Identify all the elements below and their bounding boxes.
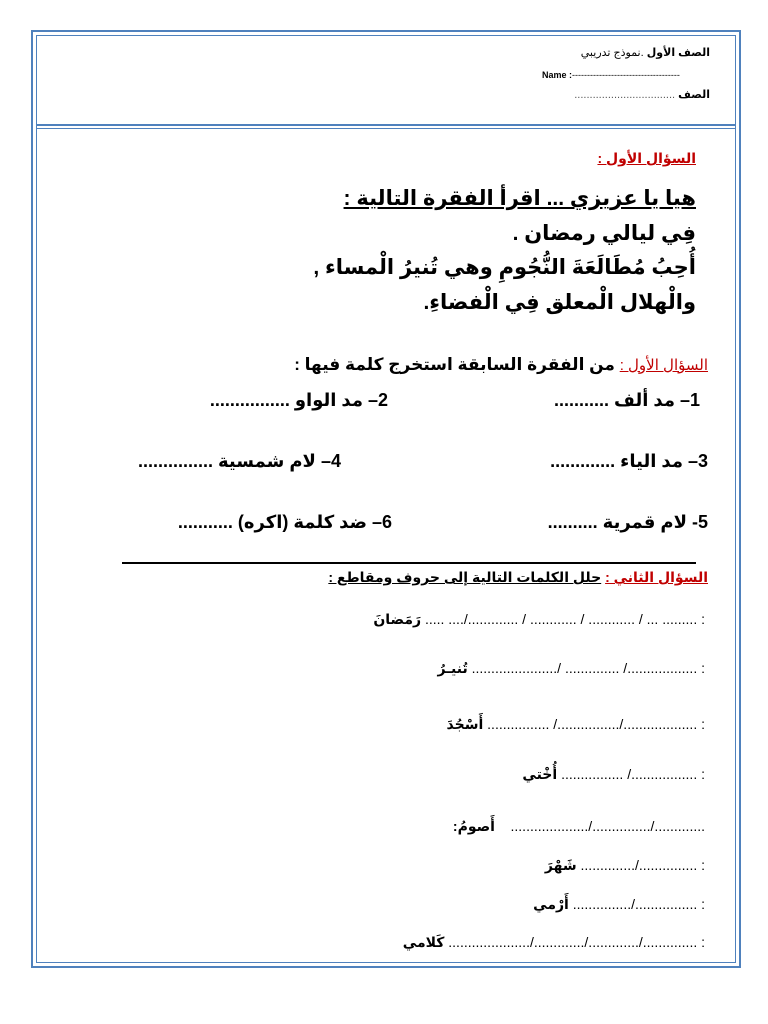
word-row-7[interactable] [533, 896, 705, 913]
word-row-6-blanks[interactable]: : .............../.............. [580, 857, 705, 873]
class-field[interactable] [574, 88, 710, 101]
word-row-3-word: أَسْجُدَ [446, 716, 484, 732]
exercise-item-3[interactable]: 3– مد الياء ............. [550, 451, 708, 471]
grade-text: الصف الأول [646, 47, 710, 59]
word-row-4[interactable] [522, 766, 705, 783]
section3-heading [328, 569, 708, 586]
section-divider [122, 562, 696, 564]
word-row-1-blanks[interactable]: : ......... ... / ............ / ............ / ............./.... ..... [424, 611, 705, 627]
word-row-2-word: تُنيـرُ [437, 660, 468, 676]
model-text: .نموذج تدريبي [580, 47, 644, 59]
header-divider [36, 124, 736, 126]
word-row-6-word: شَهْرَ [544, 857, 577, 873]
word-row-2-blanks[interactable]: : ................../ .............. /...................... [471, 660, 705, 676]
section1-label: السؤال الأول : [597, 150, 696, 166]
word-row-5-blanks[interactable]: ............./.............../.................... [510, 818, 705, 834]
word-row-8-blanks[interactable]: : ............../............./............./..................... [448, 934, 705, 950]
exercise-item-5[interactable]: 5- لام قمرية .......... [547, 512, 708, 532]
word-row-7-blanks[interactable]: : ................/............... [572, 896, 705, 912]
exercise-item-4[interactable]: 4– لام شمسية ............... [138, 451, 341, 471]
word-row-4-blanks[interactable]: : ................./ ................ [561, 766, 705, 782]
exercise-item-2[interactable]: 2– مد الواو ................ [209, 390, 388, 410]
name-blank: ------------------------------------ [572, 70, 680, 80]
paragraph-line-2: أُحِبُ مُطَالَعَةَ النُّجُومِ وهي تُنيرُ الْمساء , [313, 256, 696, 279]
header-divider-thin [36, 128, 736, 129]
word-row-5-word: أَصومُ: [452, 818, 495, 834]
word-row-1[interactable] [373, 611, 705, 628]
section1-instruction: هيا يا عزيزي ... اقرأ الفقرة التالية : [343, 187, 696, 210]
section3-instruction: حلل الكلمات التالية إلى حروف ومقاطع : [328, 569, 602, 585]
word-row-3-blanks[interactable]: : .................../................/ ................ [487, 716, 705, 732]
word-row-2[interactable] [438, 660, 705, 677]
word-row-7-word: أَرْمي [533, 896, 569, 912]
word-row-4-word: أُخْتي [522, 766, 558, 782]
word-row-5[interactable] [453, 818, 705, 835]
name-field[interactable] [542, 70, 680, 80]
exercise-item-6[interactable]: 6– ضد كلمة (اكره) ........... [177, 512, 392, 532]
name-label: Name : [542, 70, 573, 80]
grade-label [581, 46, 710, 59]
word-row-3[interactable] [447, 716, 705, 733]
exercise-item-1[interactable]: 1– مد ألف ........... [554, 390, 700, 410]
word-row-1-word: رَمَضانَ [373, 611, 422, 627]
section3-label: السؤال الثاني : [605, 569, 708, 585]
section2-label: السؤال الأول : [619, 357, 708, 374]
section2-instruction: من الفقرة السابقة استخرج كلمة فيها : [294, 355, 615, 374]
class-blank: ................................. [574, 89, 676, 101]
class-label: الصف [678, 89, 710, 101]
paragraph-line-1: فِي ليالي رمضان . [512, 222, 696, 245]
paragraph-line-3: والْهلال الْمعلق فِي الْفضاءِ. [423, 291, 696, 314]
word-row-6[interactable] [545, 857, 705, 874]
word-row-8-word: كَلامي [402, 934, 445, 950]
word-row-8[interactable] [403, 934, 705, 951]
section2-heading [294, 355, 708, 375]
